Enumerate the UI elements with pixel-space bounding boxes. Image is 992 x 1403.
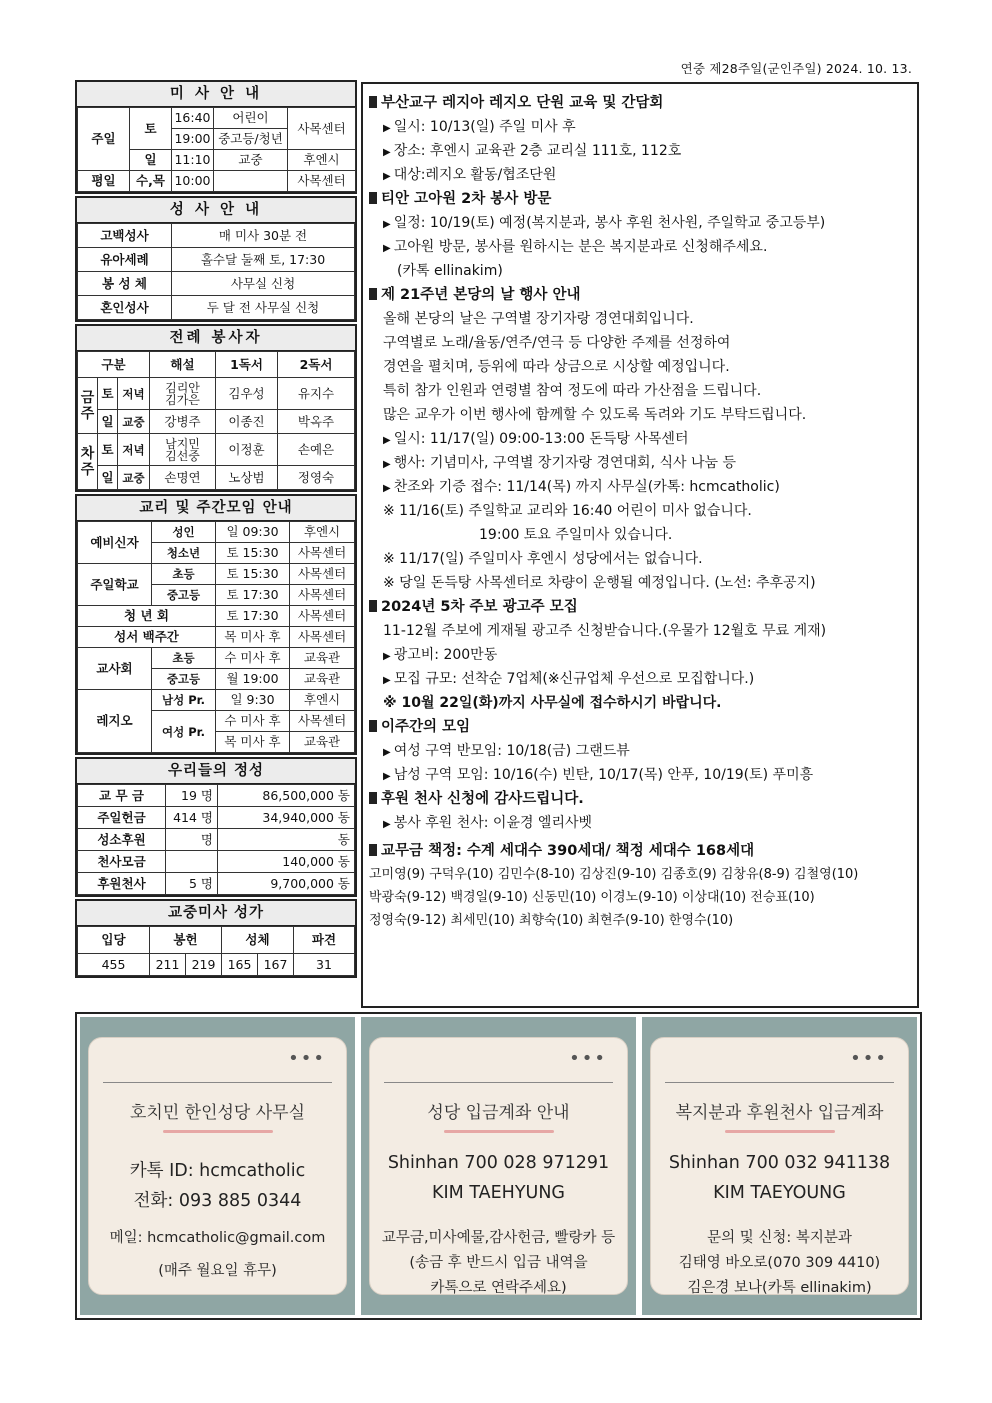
sacrament-name: 봉 성 체 [78, 272, 172, 296]
sub-group: 성인 [152, 522, 216, 543]
sub-group: 중고등 [152, 669, 216, 690]
sunday-label: 주일 [78, 108, 130, 171]
reader-2: 유지수 [278, 378, 355, 410]
card-note: 카톡으로 연락주세요) [430, 1280, 567, 1296]
notice-line: 찬조와 기증 접수: 11/14(목) 까지 사무실(카톡: hcmcatholic) [393, 479, 780, 495]
time: 일 9:30 [216, 690, 290, 711]
sacrament-name: 유아세례 [78, 248, 172, 272]
servers-title: 전례 봉사자 [77, 326, 355, 351]
time: 10:00 [172, 171, 214, 192]
notice-line: ※ 11/16(토) 주일학교 교리와 16:40 어린이 미사 없습니다. [383, 503, 752, 519]
sacrament-detail: 두 달 전 사무실 신청 [172, 296, 355, 320]
time: 목 미사 후 [216, 627, 290, 648]
place: 사목센터 [288, 108, 356, 150]
notice-line: 박광숙(9-12) 백경일(9-10) 신동민(10) 이경노(9-10) 이상대(10) 전승표(10) [369, 890, 815, 905]
weekday-label: 평일 [78, 171, 130, 192]
square-bullet-icon [369, 192, 377, 204]
church-account-panel [361, 1017, 636, 1315]
card-title: 호치민 한인성당 사무실 [129, 1103, 306, 1123]
notice-line: 일시: 11/17(일) 09:00-13:00 돈득탕 사목센터 [393, 431, 689, 447]
place: 사목센터 [290, 627, 355, 648]
more-dots-icon: ••• [569, 1048, 607, 1069]
card-note: (송금 후 반드시 입금 내역을 [409, 1255, 588, 1271]
square-bullet-icon [369, 288, 377, 300]
notice-line: 여성 구역 반모임: 10/18(금) 그랜드뷰 [393, 743, 630, 759]
liturgy-servers [75, 324, 357, 492]
time: 19:00 [172, 129, 214, 150]
account-holder: KIM TAEYOUNG [713, 1183, 846, 1203]
time: 목 미사 후 [216, 732, 290, 753]
group-label: 성서 백주간 [78, 627, 216, 648]
notices-column [361, 82, 919, 1008]
time: 일 09:30 [216, 522, 290, 543]
notice-title: 이주간의 모임 [369, 715, 911, 739]
main-label: 교중 [118, 466, 150, 490]
mass-title: 미 사 안 내 [77, 82, 355, 107]
notice-line: 일정: 10/19(토) 예정(복지분과, 봉사 후원 천사원, 주일학교 중고등부) [393, 215, 826, 231]
mass-type [214, 171, 288, 192]
notice-title: 부산교구 레지아 레지오 단원 교육 및 간담회 [369, 91, 911, 115]
phone: 전화: 093 885 0344 [133, 1191, 302, 1211]
divider [103, 1082, 332, 1083]
commentator: 강병주 [150, 410, 216, 434]
triangle-bullet-icon: ▶ [383, 243, 391, 254]
notice-title: 티안 고아원 2차 봉사 방문 [369, 187, 911, 211]
reader-2: 손예은 [278, 434, 355, 466]
col-header: 해설 [150, 352, 216, 378]
underline-decoration [725, 1130, 835, 1133]
notice-line: 올해 본당의 날은 구역별 장기자랑 경연대회입니다. [383, 311, 694, 327]
closed-day: (매주 월요일 휴무) [158, 1263, 277, 1279]
place: 사목센터 [290, 585, 355, 606]
sat-label: 토 [130, 108, 172, 150]
more-dots-icon: ••• [850, 1048, 888, 1069]
square-bullet-icon [369, 792, 377, 804]
hymn-col: 입당 [78, 927, 150, 954]
hymn-number: 219 [186, 954, 222, 976]
place: 교육관 [290, 669, 355, 690]
notice-line: 19:00 토요 주일미사 있습니다. [479, 527, 673, 543]
commentator: 손명연 [150, 466, 216, 490]
group-label: 주일학교 [78, 564, 152, 606]
notice-line: 봉사 후원 천사: 이윤경 엘리사벳 [393, 815, 593, 831]
office-panel [80, 1017, 355, 1315]
count: 414 명 [166, 807, 218, 829]
triangle-bullet-icon: ▶ [383, 675, 391, 686]
card-note: 문의 및 신청: 복지분과 [707, 1230, 852, 1246]
place: 사목센터 [290, 711, 355, 732]
main-label: 교중 [118, 410, 150, 434]
sun-label: 일 [98, 410, 118, 434]
time: 토 17:30 [216, 606, 290, 627]
notice-line: 고아원 방문, 봉사를 원하시는 분은 복지분과로 신청해주세요. [393, 239, 768, 255]
mass-type: 어린이 [214, 108, 288, 129]
time: 16:40 [172, 108, 214, 129]
group-label: 레지오 [78, 690, 152, 753]
triangle-bullet-icon: ▶ [383, 483, 391, 494]
notice-line: 장소: 후엔시 교육관 2층 교리실 111호, 112호 [393, 143, 682, 159]
underline-decoration [444, 1130, 554, 1133]
offering-type: 후원천사 [78, 873, 166, 895]
place: 사목센터 [288, 171, 356, 192]
notice-title: 제 21주년 본당의 날 행사 안내 [369, 283, 911, 307]
triangle-bullet-icon: ▶ [383, 747, 391, 758]
square-bullet-icon [369, 96, 377, 108]
account-number: Shinhan 700 032 941138 [668, 1153, 891, 1173]
place: 사목센터 [290, 606, 355, 627]
mass-type: 교중 [214, 150, 288, 171]
reader-2: 박옥주 [278, 410, 355, 434]
count: 5 명 [166, 873, 218, 895]
square-bullet-icon [369, 844, 377, 856]
card-title: 복지분과 후원천사 입금계좌 [675, 1103, 884, 1123]
sun-label: 일 [98, 466, 118, 490]
commentator: 김가은 [165, 392, 200, 407]
hymn-col: 성체 [222, 927, 294, 954]
col-header: 2독서 [278, 352, 355, 378]
hymn-number: 31 [294, 954, 355, 976]
notice-line: ※ 10월 22일(화)까지 사무실에 접수하시기 바랍니다. [383, 695, 722, 711]
col-header: 구분 [78, 352, 150, 378]
info-cards [75, 1012, 922, 1320]
sub-group: 청소년 [152, 543, 216, 564]
amount: 동 [218, 829, 355, 851]
card-note: 교무금,미사예물,감사헌금, 빨랑카 등 [381, 1230, 616, 1246]
offering-type: 교 무 금 [78, 785, 166, 807]
left-column [75, 80, 357, 980]
more-dots-icon: ••• [288, 1048, 326, 1069]
kakao-id: 카톡 ID: hcmcatholic [129, 1161, 306, 1181]
time: 11:10 [172, 150, 214, 171]
notice-line: 광고비: 200만동 [393, 647, 498, 663]
notice-line: 남성 구역 모임: 10/16(수) 빈탄, 10/17(목) 안푸, 10/19(토) 푸미흥 [393, 767, 814, 783]
reader-1: 이정훈 [216, 434, 278, 466]
time: 토 15:30 [216, 543, 290, 564]
count: 19 명 [166, 785, 218, 807]
mass-type: 중고등/청년 [214, 129, 288, 150]
notice-line: 많은 교우가 이번 행사에 함께할 수 있도록 독려와 기도 부탁드립니다. [383, 407, 807, 423]
triangle-bullet-icon: ▶ [383, 651, 391, 662]
notice-line: 11-12월 주보에 게재될 광고주 신청받습니다.(우물가 12월호 무료 게재) [383, 623, 827, 639]
catechism-title: 교리 및 주간모임 안내 [77, 496, 355, 521]
triangle-bullet-icon: ▶ [383, 435, 391, 446]
offerings [75, 757, 357, 897]
triangle-bullet-icon: ▶ [383, 147, 391, 158]
place: 후엔시 [290, 522, 355, 543]
commentator: 김선중 [165, 448, 200, 463]
group-label: 청 년 회 [78, 606, 216, 627]
hymn-number: 211 [150, 954, 186, 976]
notice-line: 경연을 펼치며, 등위에 따라 상금으로 시상할 예정입니다. [383, 359, 730, 375]
hymn-number: 167 [258, 954, 294, 976]
amount: 34,940,000 동 [218, 807, 355, 829]
time: 토 17:30 [216, 585, 290, 606]
notice-line: 대상:레지오 활동/협조단원 [393, 167, 557, 183]
commentator: 남지민 [165, 436, 200, 451]
place: 후엔시 [290, 690, 355, 711]
notice-line: 일시: 10/13(일) 주일 미사 후 [393, 119, 576, 135]
offering-title: 우리들의 정성 [77, 759, 355, 784]
triangle-bullet-icon: ▶ [383, 819, 391, 830]
count: 명 [166, 829, 218, 851]
card-note: 김태영 바오로(070 309 4410) [678, 1255, 881, 1271]
notice-line: 모집 규모: 선착순 7업체(※신규업체 우선으로 모집합니다.) [393, 671, 755, 687]
notice-line: 고미영(9) 구덕우(10) 김민수(8-10) 김상진(9-10) 김종호(9) 김창유(8-9) 김철영(10) [369, 867, 859, 882]
commentator: 김리안 [165, 380, 200, 395]
reader-1: 김우성 [216, 378, 278, 410]
notice-line: 구역별로 노래/율동/연주/연극 등 다양한 주제를 선정하여 [383, 335, 731, 351]
this-week-label: 금주 [78, 378, 98, 434]
sacrament-title: 성 사 안 내 [77, 198, 355, 223]
sacrament-detail: 사무실 신청 [172, 272, 355, 296]
sacrament-info [75, 196, 357, 322]
notice-line: 행사: 기념미사, 구역별 장기자랑 경연대회, 식사 나눔 등 [393, 455, 736, 471]
mass-schedule [75, 80, 357, 194]
sub-group: 남성 Pr. [152, 690, 216, 711]
amount: 9,700,000 동 [218, 873, 355, 895]
sacrament-detail: 매 미사 30분 전 [172, 224, 355, 248]
triangle-bullet-icon: ▶ [383, 171, 391, 182]
sat-label: 토 [98, 434, 118, 466]
triangle-bullet-icon: ▶ [383, 771, 391, 782]
sacrament-name: 혼인성사 [78, 296, 172, 320]
square-bullet-icon [369, 600, 377, 612]
reader-1: 이종진 [216, 410, 278, 434]
group-label: 예비신자 [78, 522, 152, 564]
sub-group: 여성 Pr. [152, 711, 216, 753]
card-note: 김은경 보나(카톡 ellinakim) [687, 1280, 872, 1296]
email: 메일: hcmcatholic@gmail.com [109, 1230, 326, 1246]
sub-group: 초등 [152, 648, 216, 669]
amount: 140,000 동 [218, 851, 355, 873]
hymns-title: 교중미사 성가 [77, 901, 355, 926]
time: 토 15:30 [216, 564, 290, 585]
divider [665, 1082, 894, 1083]
notice-title: 후원 천사 신청에 감사드립니다. [369, 787, 911, 811]
place: 교육관 [290, 732, 355, 753]
account-holder: KIM TAEHYUNG [432, 1183, 565, 1203]
count [166, 851, 218, 873]
sub-group: 초등 [152, 564, 216, 585]
welfare-account-card [650, 1037, 909, 1295]
eve-label: 저녁 [118, 434, 150, 466]
sacrament-detail: 홀수달 둘째 토, 17:30 [172, 248, 355, 272]
offering-type: 성소후원 [78, 829, 166, 851]
hymn-number: 165 [222, 954, 258, 976]
notice-line: 정영숙(9-12) 최세민(10) 최향숙(10) 최현주(9-10) 한영수(10) [369, 913, 734, 928]
time: 월 19:00 [216, 669, 290, 690]
notice-line: ※ 당일 돈득탕 사목센터로 차량이 운행될 예정입니다. (노선: 추후공지) [383, 575, 816, 591]
sun-label: 일 [130, 150, 172, 171]
eve-label: 저녁 [118, 378, 150, 410]
triangle-bullet-icon: ▶ [383, 123, 391, 134]
notice-title: 교무금 책정: 수계 세대수 390세대/ 책정 세대수 168세대 [369, 839, 911, 863]
date-header: 연중 제28주일(군인주일) 2024. 10. 13. [680, 61, 912, 76]
group-label: 교사회 [78, 648, 152, 690]
hymn-col: 봉헌 [150, 927, 222, 954]
catechism-meetings [75, 494, 357, 755]
sacrament-name: 고백성사 [78, 224, 172, 248]
offering-type: 주일헌금 [78, 807, 166, 829]
col-header: 1독서 [216, 352, 278, 378]
time: 수 미사 후 [216, 711, 290, 732]
welfare-account-panel [642, 1017, 917, 1315]
offering-type: 천사모금 [78, 851, 166, 873]
place: 교육관 [290, 648, 355, 669]
square-bullet-icon [369, 720, 377, 732]
triangle-bullet-icon: ▶ [383, 459, 391, 470]
triangle-bullet-icon: ▶ [383, 219, 391, 230]
divider [384, 1082, 613, 1083]
hymn-col: 파견 [294, 927, 355, 954]
amount: 86,500,000 동 [218, 785, 355, 807]
next-week-label: 차주 [78, 434, 98, 490]
office-card [88, 1037, 347, 1295]
time: 수 미사 후 [216, 648, 290, 669]
notice-line: ※ 11/17(일) 주일미사 후엔시 성당에서는 없습니다. [383, 551, 703, 567]
place: 사목센터 [290, 564, 355, 585]
account-number: Shinhan 700 028 971291 [387, 1153, 610, 1173]
notice-title: 2024년 5차 주보 광고주 모집 [369, 595, 911, 619]
notice-line: 특히 참가 인원과 연령별 참여 정도에 따라 가산점을 드립니다. [383, 383, 762, 399]
reader-2: 정영숙 [278, 466, 355, 490]
underline-decoration [163, 1130, 273, 1133]
reader-1: 노상범 [216, 466, 278, 490]
card-title: 성당 입금계좌 안내 [427, 1103, 570, 1123]
place: 사목센터 [290, 543, 355, 564]
sub-group: 중고등 [152, 585, 216, 606]
place: 후엔시 [288, 150, 356, 171]
notice-line: (카톡 ellinakim) [397, 263, 503, 279]
hymns [75, 899, 357, 978]
sat-label: 토 [98, 378, 118, 410]
church-account-card [369, 1037, 628, 1295]
wedthu-label: 수,목 [130, 171, 172, 192]
hymn-number: 455 [78, 954, 150, 976]
